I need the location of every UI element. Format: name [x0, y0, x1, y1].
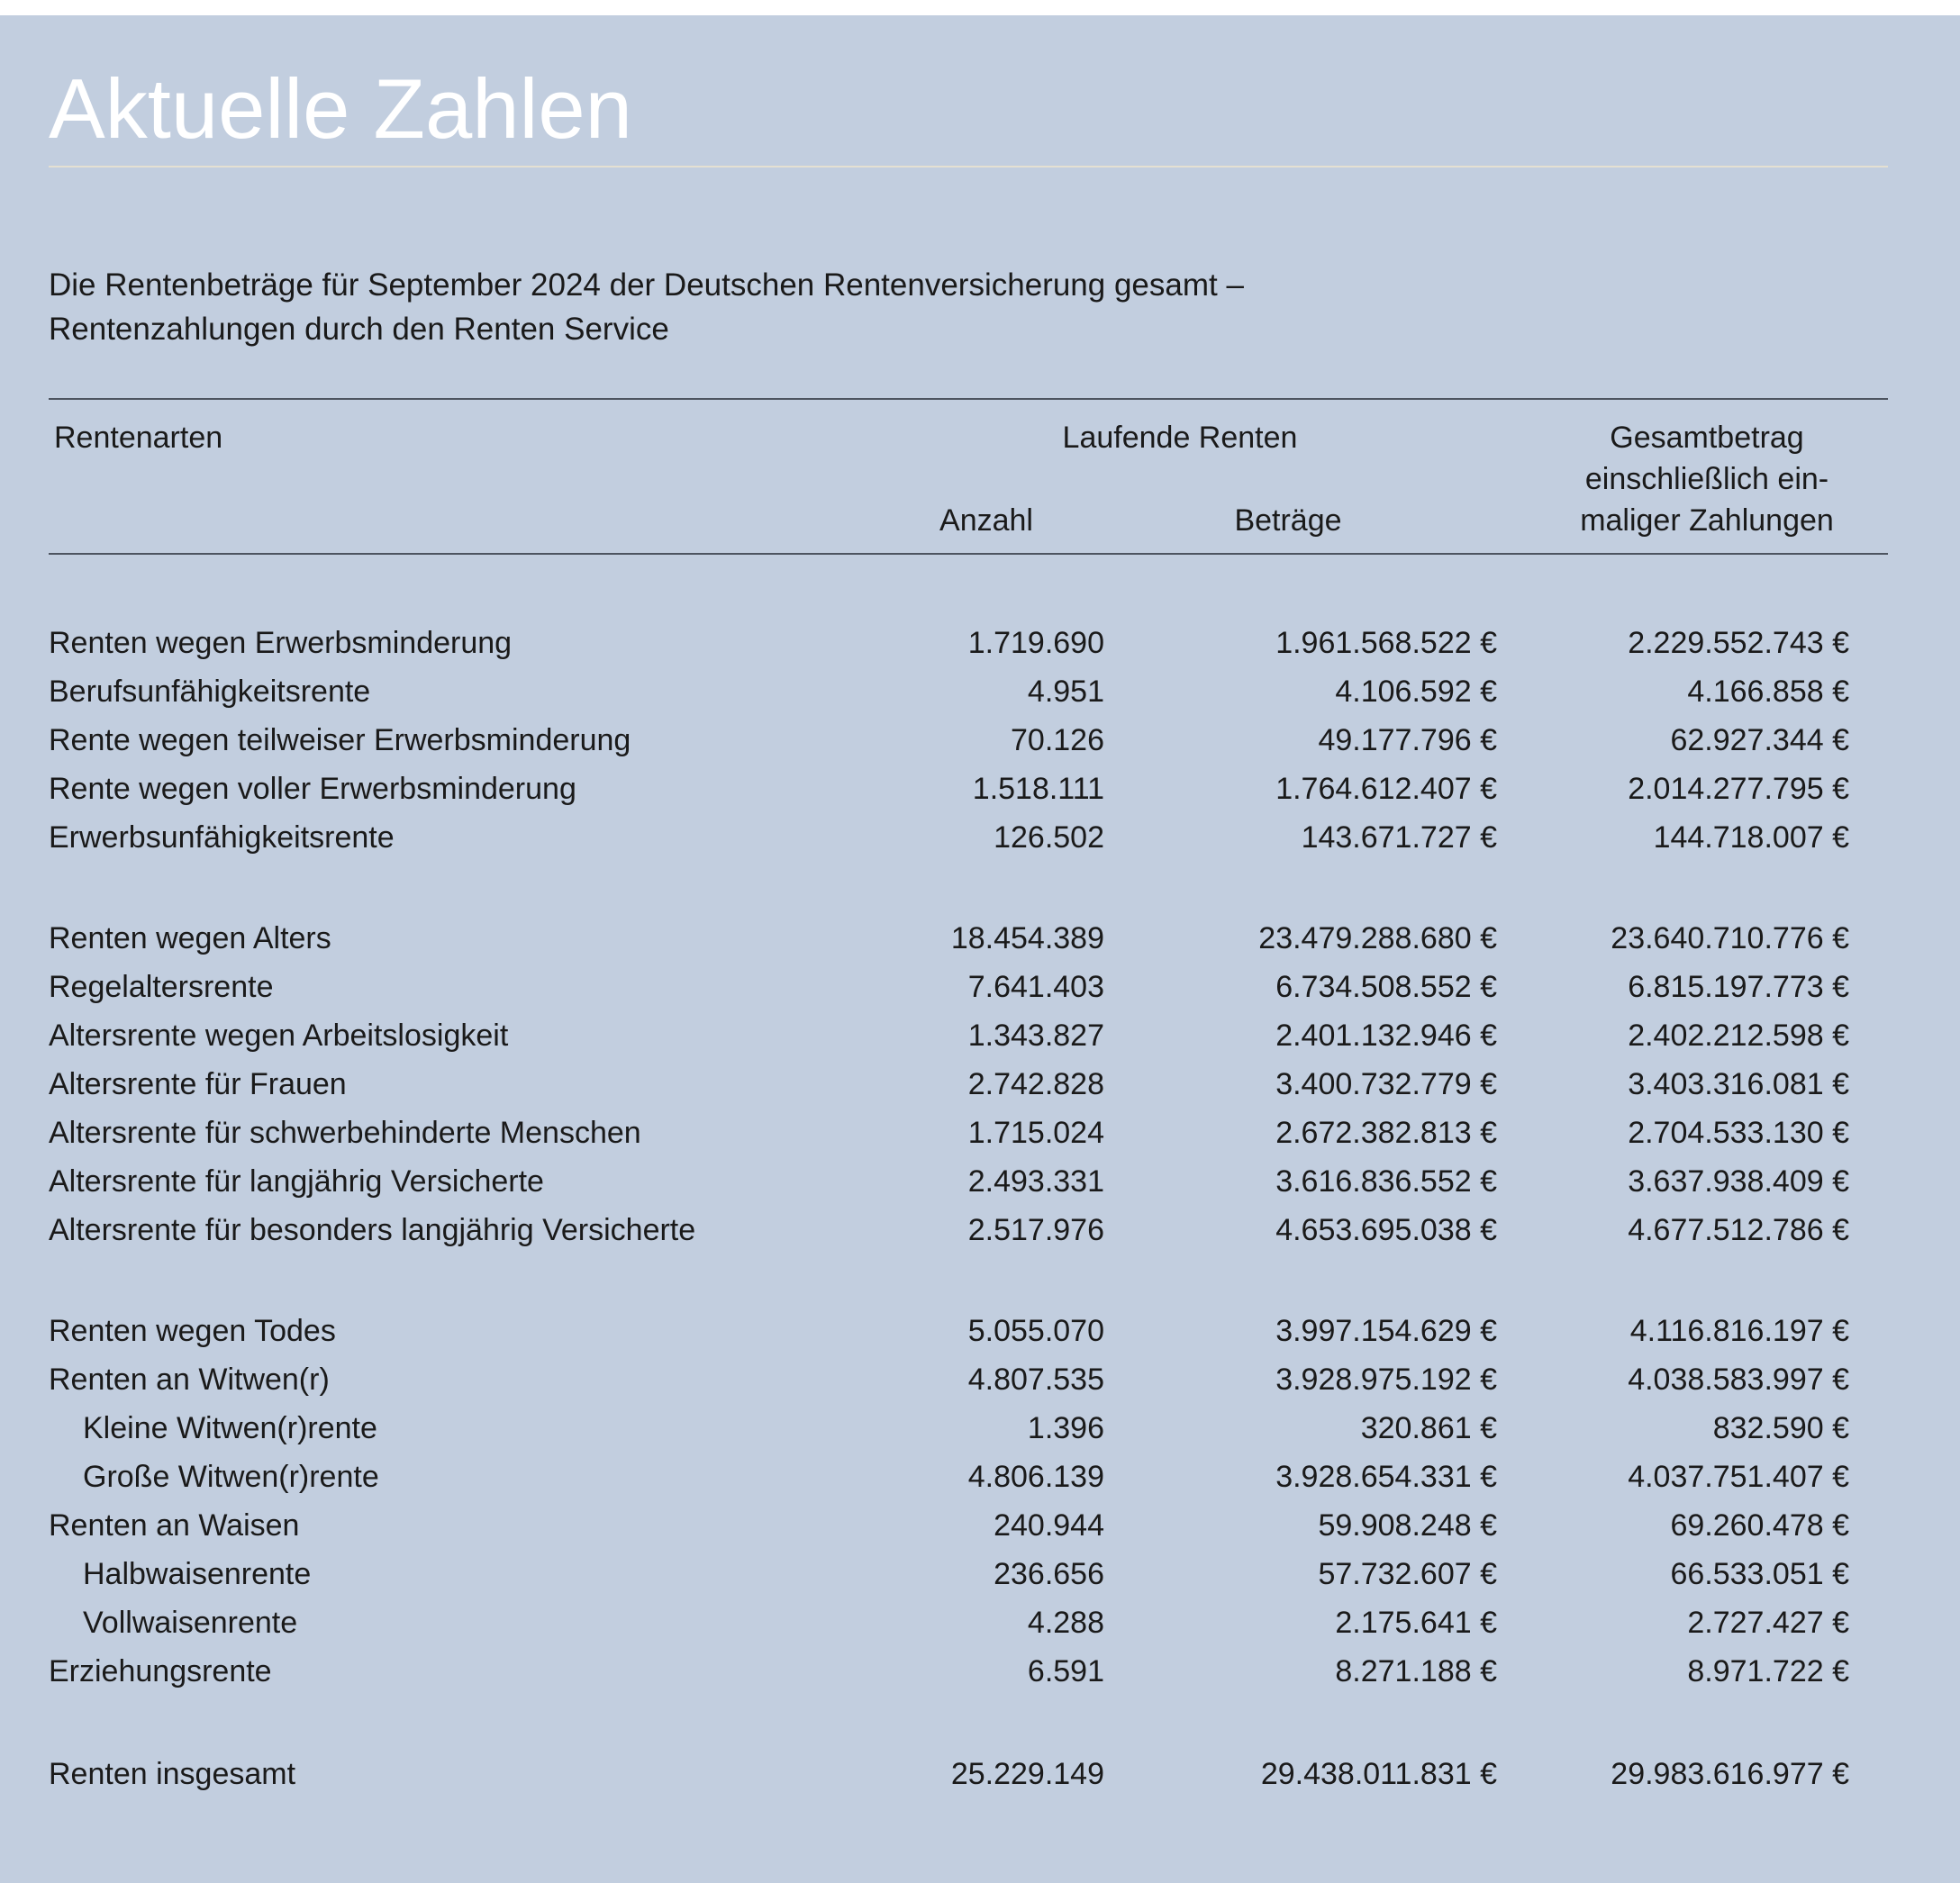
table-row: [49, 1157, 1888, 1206]
row-anzahl: 1.343.827: [967, 1018, 1104, 1053]
caption-line-1: Die Rentenbeträge für September 2024 der Deutschen Rentenversicherung gesamt –: [49, 267, 1244, 303]
row-label: Kleine Witwen(r)rente: [83, 1411, 377, 1445]
table-row: [49, 765, 1888, 813]
table-row: [49, 1647, 1888, 1696]
table-row: [49, 963, 1888, 1011]
row-label: Altersrente für langjährig Versicherte: [49, 1164, 544, 1199]
caption-line-2: Rentenzahlungen durch den Renten Service: [49, 312, 669, 347]
table-row: [49, 1598, 1888, 1647]
row-label: Altersrente für Frauen: [49, 1067, 347, 1101]
row-anzahl: 18.454.389: [950, 921, 1104, 955]
row-anzahl: 126.502: [994, 820, 1104, 855]
row-anzahl: 2.493.331: [967, 1164, 1104, 1199]
row-label: Renten an Waisen: [49, 1508, 300, 1543]
row-anzahl: 240.944: [994, 1508, 1104, 1543]
row-label: Altersrente wegen Arbeitslosigkeit: [49, 1018, 509, 1053]
page-title: Aktuelle Zahlen: [49, 61, 632, 156]
row-gesamt: 4.037.751.407 €: [1628, 1460, 1849, 1494]
row-betrag: 3.997.154.629 €: [1275, 1314, 1497, 1348]
row-gesamt: 3.403.316.081 €: [1628, 1067, 1849, 1101]
row-anzahl: 1.396: [1027, 1411, 1104, 1445]
row-gesamt: 29.983.616.977 €: [1611, 1757, 1849, 1791]
row-betrag: 2.401.132.946 €: [1275, 1018, 1497, 1053]
row-betrag: 3.928.654.331 €: [1275, 1460, 1497, 1494]
row-betrag: 1.764.612.407 €: [1275, 772, 1497, 806]
row-label: Erwerbsunfähigkeitsrente: [49, 820, 395, 855]
content-panel: [0, 15, 1960, 1883]
row-gesamt: 4.038.583.997 €: [1628, 1362, 1849, 1397]
row-gesamt: 4.116.816.197 €: [1629, 1314, 1849, 1348]
row-betrag: 3.400.732.779 €: [1275, 1067, 1497, 1101]
row-betrag: 3.616.836.552 €: [1275, 1164, 1497, 1199]
row-betrag: 2.672.382.813 €: [1275, 1116, 1497, 1150]
row-gesamt: 66.533.051 €: [1670, 1557, 1849, 1591]
table-row: [49, 1355, 1888, 1404]
header-betraege: Beträge: [1234, 503, 1342, 538]
table-body: [49, 619, 1888, 1798]
row-label: Rente wegen teilweiser Erwerbsminderung: [49, 723, 631, 757]
row-anzahl: 25.229.149: [950, 1757, 1104, 1791]
header-gesamt-line-2: einschließlich ein-: [1584, 462, 1829, 496]
row-gesamt: 4.677.512.786 €: [1628, 1213, 1849, 1247]
table-row: [49, 716, 1888, 765]
row-betrag: 29.438.011.831 €: [1260, 1757, 1497, 1791]
row-betrag: 4.106.592 €: [1335, 674, 1497, 709]
row-gesamt: 2.704.533.130 €: [1628, 1116, 1849, 1150]
table-header-rule: [49, 553, 1888, 555]
table-caption: [49, 263, 1580, 351]
row-anzahl: 1.719.690: [967, 626, 1104, 660]
row-label: Renten wegen Erwerbsminderung: [49, 626, 513, 660]
row-betrag: 8.271.188 €: [1335, 1654, 1497, 1688]
row-betrag: 23.479.288.680 €: [1258, 921, 1497, 955]
header-gesamt-line-1: Gesamtbetrag: [1610, 421, 1804, 455]
row-anzahl: 4.951: [1027, 674, 1104, 709]
table-row: [49, 1404, 1888, 1453]
row-gesamt: 2.727.427 €: [1687, 1606, 1849, 1640]
row-gesamt: 62.927.344 €: [1670, 723, 1849, 757]
row-label: Renten wegen Alters: [49, 921, 331, 955]
title-divider: [49, 166, 1888, 167]
row-gesamt: 23.640.710.776 €: [1611, 921, 1849, 955]
row-gesamt: 69.260.478 €: [1670, 1508, 1849, 1543]
row-betrag: 59.908.248 €: [1318, 1508, 1497, 1543]
row-gesamt: 8.971.722 €: [1687, 1654, 1849, 1688]
row-label: Renten wegen Todes: [49, 1314, 336, 1348]
row-betrag: 2.175.641 €: [1335, 1606, 1497, 1640]
row-gesamt: 2.402.212.598 €: [1628, 1018, 1849, 1053]
row-betrag: 3.928.975.192 €: [1275, 1362, 1497, 1397]
row-anzahl: 2.517.976: [967, 1213, 1104, 1247]
table-row: [49, 1109, 1888, 1157]
row-betrag: 143.671.727 €: [1301, 820, 1497, 855]
row-label: Vollwaisenrente: [83, 1606, 298, 1640]
row-anzahl: 5.055.070: [967, 1314, 1104, 1348]
row-anzahl: 7.641.403: [967, 970, 1104, 1004]
row-anzahl: 2.742.828: [967, 1067, 1104, 1101]
table-row: [49, 619, 1888, 667]
header-anzahl: Anzahl: [939, 503, 1033, 538]
row-anzahl: 4.807.535: [967, 1362, 1104, 1397]
row-anzahl: 4.806.139: [967, 1460, 1104, 1494]
row-label: Rente wegen voller Erwerbsminderung: [49, 772, 576, 806]
row-gesamt: 3.637.938.409 €: [1628, 1164, 1849, 1199]
table-row: [49, 813, 1888, 862]
table-row: [49, 1550, 1888, 1598]
table-row: [49, 1453, 1888, 1501]
row-gesamt: 6.815.197.773 €: [1628, 970, 1849, 1004]
row-gesamt: 144.718.007 €: [1653, 820, 1849, 855]
row-label: Renten an Witwen(r): [49, 1362, 330, 1397]
table-top-rule: [49, 398, 1888, 400]
row-betrag: 4.653.695.038 €: [1275, 1213, 1497, 1247]
table-row: [49, 1060, 1888, 1109]
row-label: Große Witwen(r)rente: [83, 1460, 379, 1494]
row-label: Altersrente für schwerbehinderte Menschen: [49, 1116, 641, 1150]
row-label: Erziehungsrente: [49, 1654, 272, 1688]
row-betrag: 1.961.568.522 €: [1275, 626, 1497, 660]
header-rentenarten: Rentenarten: [54, 421, 223, 455]
row-betrag: 6.734.508.552 €: [1275, 970, 1497, 1004]
table-row: [49, 1206, 1888, 1254]
row-label: Halbwaisenrente: [83, 1557, 312, 1591]
row-betrag: 49.177.796 €: [1318, 723, 1497, 757]
row-gesamt: 832.590 €: [1712, 1411, 1849, 1445]
table-row-total: [49, 1750, 1888, 1798]
header-gesamt-line-3: maliger Zahlungen: [1580, 503, 1834, 538]
row-label: Altersrente für besonders langjährig Versicherte: [49, 1213, 696, 1247]
table-row: [49, 1307, 1888, 1355]
row-label: Berufsunfähigkeitsrente: [49, 674, 371, 709]
row-gesamt: 4.166.858 €: [1687, 674, 1849, 709]
table-row: [49, 1501, 1888, 1550]
row-gesamt: 2.229.552.743 €: [1628, 626, 1849, 660]
table-row: [49, 914, 1888, 963]
row-anzahl: 1.715.024: [967, 1116, 1104, 1150]
row-anzahl: 6.591: [1027, 1654, 1104, 1688]
row-label: Renten insgesamt: [49, 1757, 296, 1791]
table-row: [49, 667, 1888, 716]
row-betrag: 320.861 €: [1360, 1411, 1497, 1445]
row-betrag: 57.732.607 €: [1318, 1557, 1497, 1591]
row-anzahl: 70.126: [1011, 723, 1104, 757]
row-anzahl: 1.518.111: [972, 772, 1104, 806]
row-gesamt: 2.014.277.795 €: [1628, 772, 1849, 806]
table-row: [49, 1011, 1888, 1060]
row-anzahl: 236.656: [994, 1557, 1104, 1591]
header-gesamtbetrag: [1522, 417, 1892, 541]
row-anzahl: 4.288: [1027, 1606, 1104, 1640]
row-label: Regelaltersrente: [49, 970, 274, 1004]
header-laufende-renten: Laufende Renten: [1062, 421, 1298, 455]
